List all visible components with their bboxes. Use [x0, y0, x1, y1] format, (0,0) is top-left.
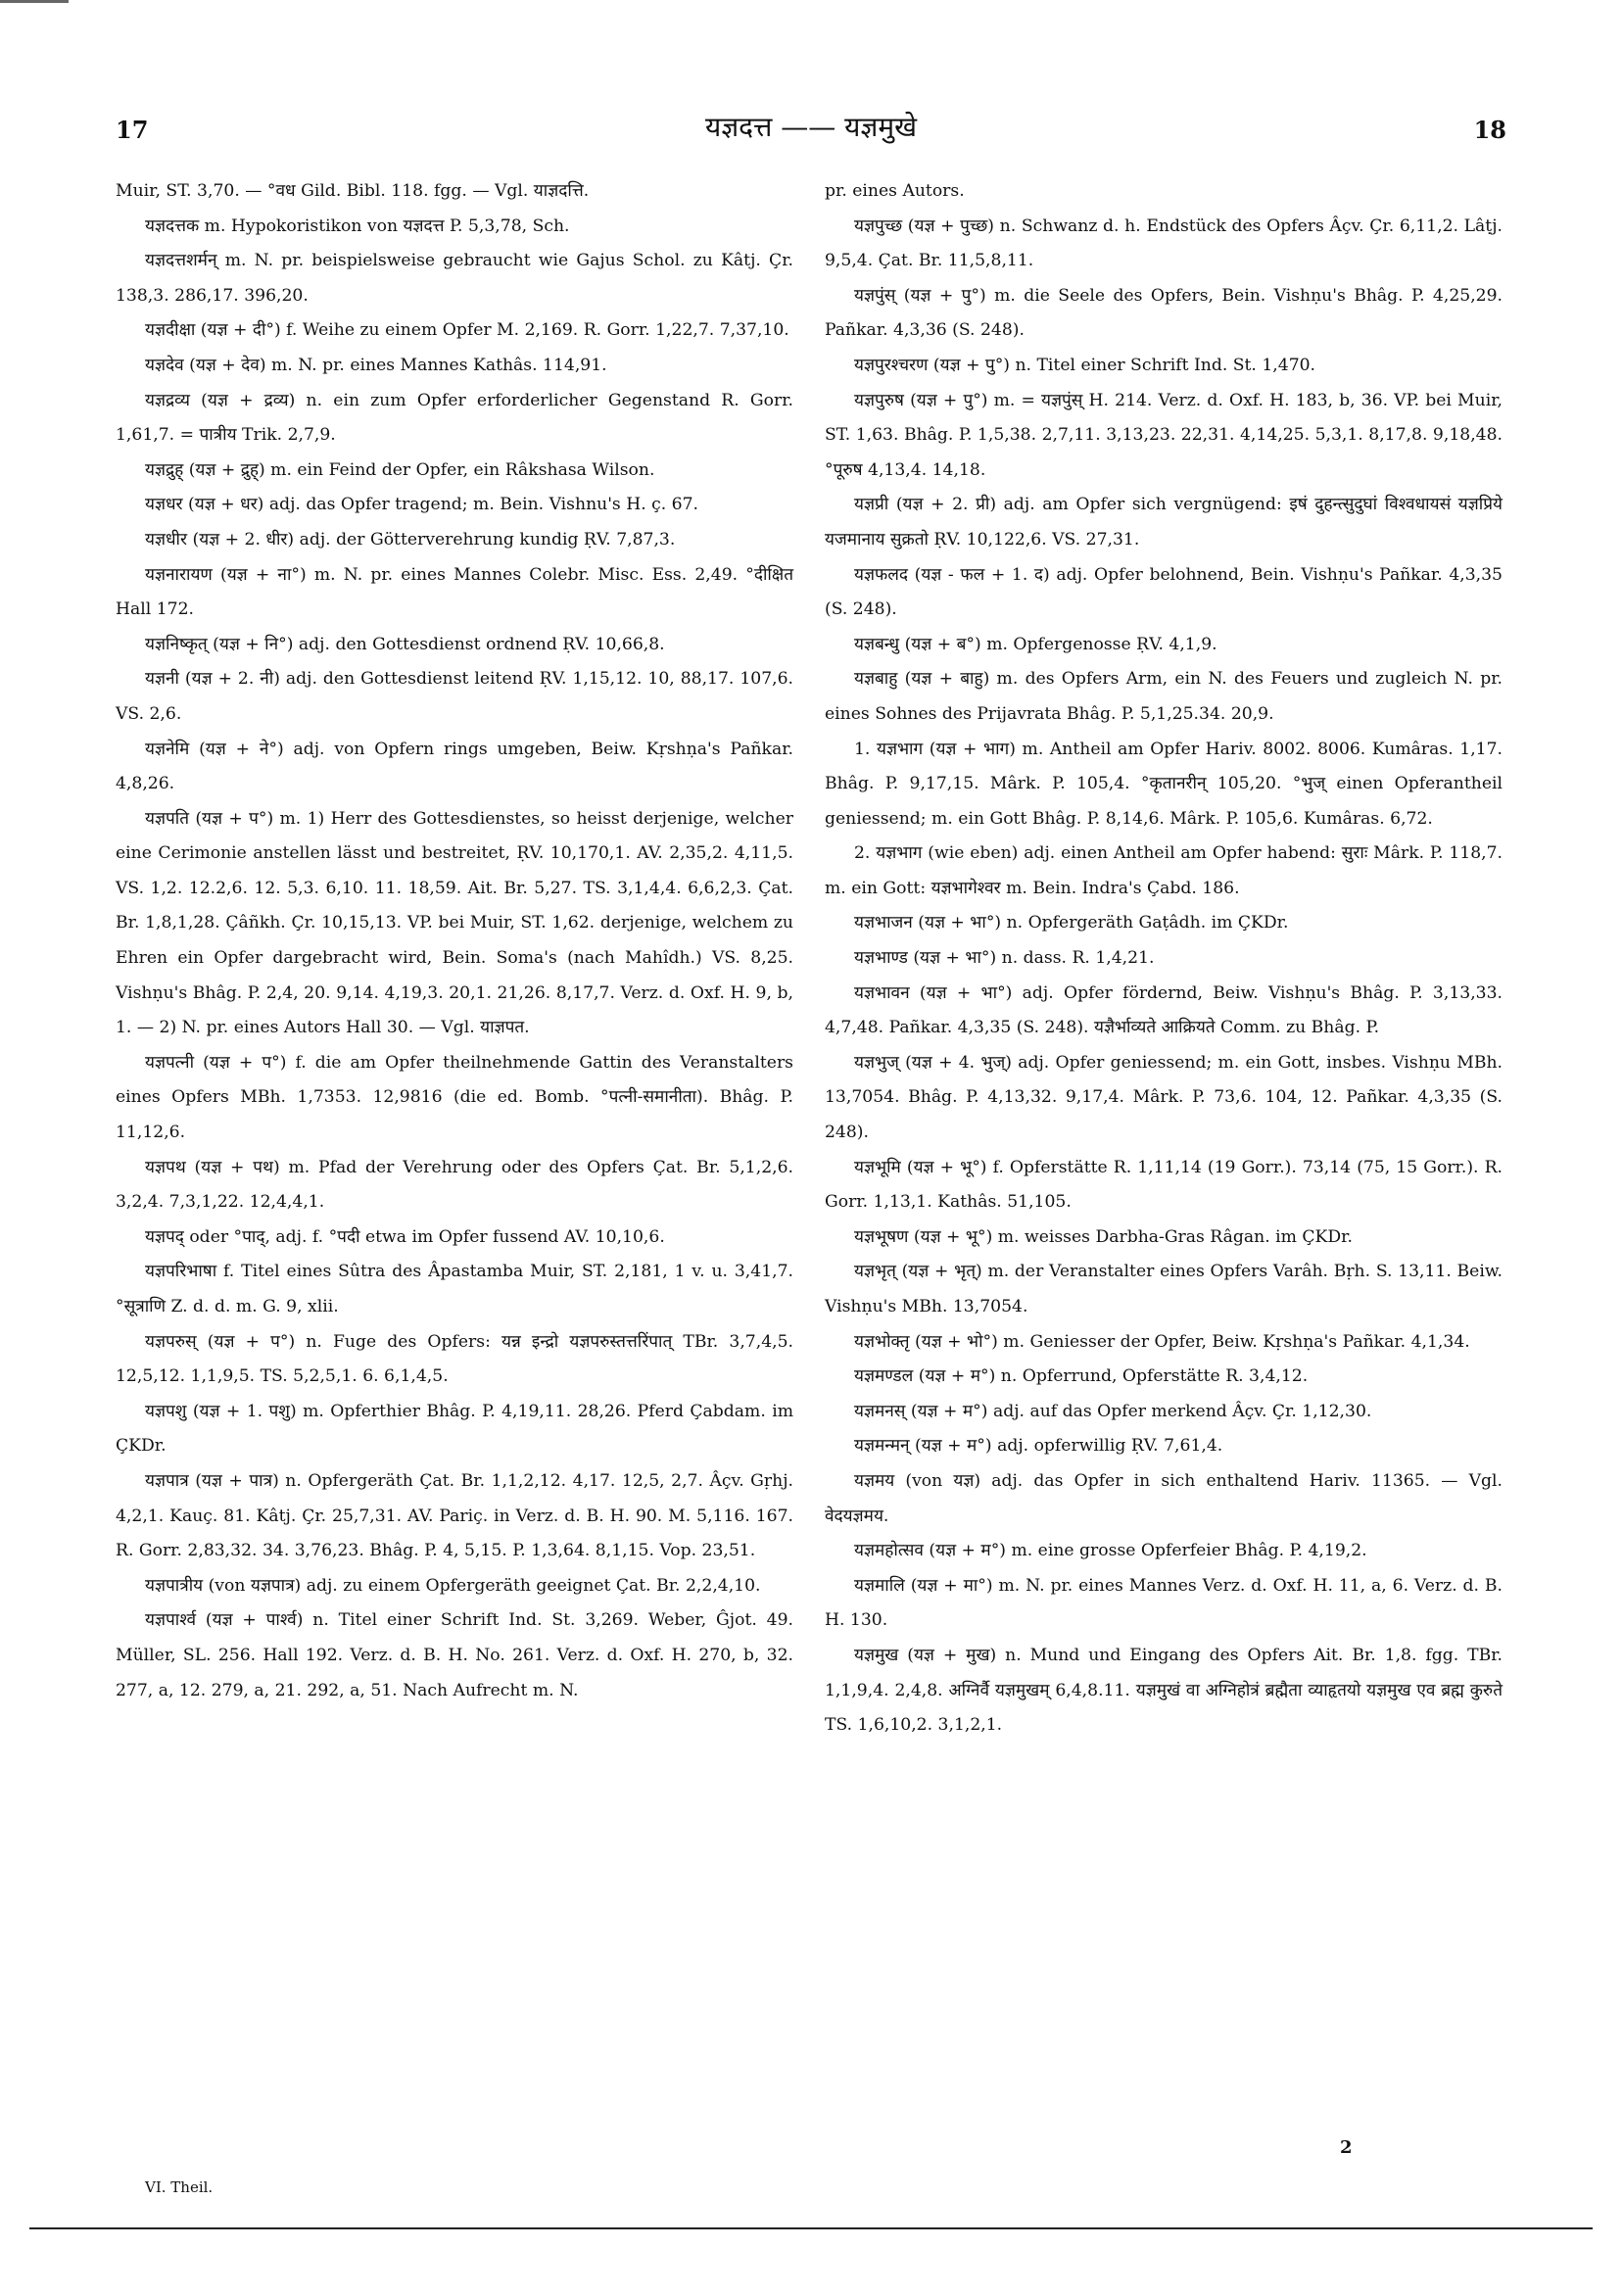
left-column — [116, 174, 793, 1708]
dictionary-entry: यज्ञपशु (यज्ञ + 1. पशु) m. Opferthier Bhâg. P. 4,19,11. 28,26. Pferd Çabdam. im ÇKDr. — [116, 1401, 793, 1457]
dictionary-entry: यज्ञमालि (यज्ञ + मा°) m. N. pr. eines Mannes Verz. d. Oxf. H. 11, a, 6. Verz. d. B. H. 130. — [825, 1575, 1503, 1631]
dictionary-entry: यज्ञपरुस् (यज्ञ + प°) n. Fuge des Opfers: यन्न इन्द्रो यज्ञपरुस्तत्तरिंपात् TBr. 3,7,4,5. 12,5,12. 1,1,9,5. TS. 5,2,5,1. 6. 6,1,4,5. — [116, 1331, 793, 1387]
dictionary-entry: यज्ञपात्र (यज्ञ + पात्र) n. Opfergeräth Çat. Br. 1,1,2,12. 4,17. 12,5, 2,7. Âçv. Gṛhj. 4,2,1. Kauç. 81. Kâtj. Çr. 25,7,31. AV. Pariç. in Verz. d. B. H. 90. M. 5,116. 167. R. Gorr. 2,83,32. 34. 3,76,23. Bhâg. P. 4, 5,15. P. 1,3,64. 8,1,15. Vop. 23,51. — [116, 1470, 793, 1561]
dictionary-entry: यज्ञपुच्छ (यज्ञ + पुच्छ) n. Schwanz d. h. Endstück des Opfers Âçv. Çr. 6,11,2. Lâṭj. 9,5,4. Çat. Br. 11,5,8,11. — [825, 215, 1503, 271]
dictionary-entry: यज्ञभोक्तृ (यज्ञ + भो°) m. Geniesser der Opfer, Beiw. Kṛshṇa's Pañkar. 4,1,34. — [854, 1331, 1470, 1352]
dictionary-entry: यज्ञपरिभाषा f. Titel eines Sûtra des Âpastamba Muir, ST. 2,181, 1 v. u. 3,41,7. °सूत्राणि Z. d. d. m. G. 9, xlii. — [116, 1262, 793, 1316]
dictionary-entry: यज्ञदत्तक m. Hypokoristikon von यज्ञदत्त P. 5,3,78, Sch. — [145, 215, 570, 236]
dictionary-entry: यज्ञद्रुह् (यज्ञ + द्रुह्) m. ein Feind der Opfer, ein Râkshasa Wilson. — [145, 459, 655, 480]
dictionary-entry: यज्ञपात्रीय (von यज्ञपात्र) adj. zu einem Opfergeräth geeignet Çat. Br. 2,2,4,10. — [145, 1575, 761, 1596]
dictionary-entry: यज्ञपार्श्व (यज्ञ + पार्श्व) n. Titel einer Schrift Ind. St. 3,269. Weber, Ĝjot. 49. Müller, SL. 256. Hall 192. Verz. d. B. H. No. 261. Verz. d. Oxf. H. 270, b, 32. 277, a, 12. 279, a, 21. 292, a, 51. Nach Aufrecht m. N. — [116, 1610, 793, 1700]
dictionary-entry: यज्ञदेव (यज्ञ + देव) m. N. pr. eines Mannes Kathâs. 114,91. — [145, 355, 607, 375]
dictionary-entry: यज्ञदत्तशर्मन् m. N. pr. beispielsweise gebraucht wie Gajus Schol. zu Kâtj. Çr. 138,3. 286,17. 396,20. — [116, 251, 793, 306]
dictionary-entry: यज्ञभृत् (यज्ञ + भृत्) m. der Veranstalter eines Opfers Varâh. Bṛh. S. 13,11. Beiw. Vishṇu's MBh. 13,7054. — [825, 1262, 1503, 1316]
signature-note: VI. Theil. — [145, 2178, 214, 2196]
dictionary-entry: यज्ञपुंस् (यज्ञ + पु°) m. die Seele des Opfers, Bein. Vishṇu's Bhâg. P. 4,25,29. Pañkar. 4,3,36 (S. 248). — [825, 285, 1503, 341]
dictionary-entry: 2. यज्ञभाग (wie eben) adj. einen Antheil am Opfer habend: सुराः Mârk. P. 118,7. m. ein Gott: यज्ञभागेश्वर m. Bein. Indra's Çabd. 186. — [825, 843, 1503, 898]
dictionary-entry: यज्ञभुज् (यज्ञ + 4. भुज्) adj. Opfer geniessend; m. ein Gott, insbes. Vishṇu MBh. 13,7054. Bhâg. P. 4,13,32. 9,17,4. Mârk. P. 73,6. 104, 12. Pañkar. 4,3,35 (S. 248). — [825, 1052, 1503, 1143]
dictionary-entry: यज्ञभावन (यज्ञ + भा°) adj. Opfer fördernd, Beiw. Vishṇu's Bhâg. P. 3,13,33. 4,7,48. Pañkar. 4,3,35 (S. 248). यज्ञैर्भाव्यते आक्रियते Comm. zu Bhâg. P. — [825, 982, 1503, 1038]
dictionary-entry: यज्ञपुरश्चरण (यज्ञ + पु°) n. Titel einer Schrift Ind. St. 1,470. — [854, 355, 1316, 375]
dictionary-entry: यज्ञपति (यज्ञ + प°) m. 1) Herr des Gottesdienstes, so heisst derjenige, welcher eine Cerimonie anstellen lässt und bestreitet, ṚV. 10,170,1. AV. 2,35,2. 4,11,5. VS. 1,2. 12.2,6. 12. 5,3. 6,10. 11. 18,59. Ait. Br. 5,27. TS. 3,1,4,4. 6,6,2,3. Çat. Br. 1,8,1,28. Çâñkh. Çr. 10,15,13. VP. bei Muir, ST. 1,62. derjenige, welchem zu Ehren ein Opfer dargebracht wird, Bein. Soma's (nach Mahîdh.) VS. 8,25. Vishṇu's Bhâg. P. 2,4, 20. 9,14. 4,19,3. 20,1. 21,26. 8,17,7. Verz. d. Oxf. H. 9, b, 1. — 2) N. pr. eines Autors Hall 30. — Vgl. याज्ञपत. — [116, 808, 793, 1038]
dictionary-entry: यज्ञमुख (यज्ञ + मुख) n. Mund und Eingang des Opfers Ait. Br. 1,8. fgg. TBr. 1,1,9,4. 2,4,8. अग्निर्वै यज्ञमुखम् 6,4,8.11. यज्ञमुखं वा अग्निहोत्रं ब्रह्मैता व्याहृतयो यज्ञमुख एव ब्रह्म कुरुते TS. 1,6,10,2. 3,1,2,1. — [825, 1645, 1503, 1736]
dictionary-entry: यज्ञभूषण (यज्ञ + भू°) m. weisses Darbha-Gras Râgan. im ÇKDr. — [854, 1226, 1353, 1247]
dictionary-entry: यज्ञमय (von यज्ञ) adj. das Opfer in sich enthaltend Hariv. 11365. — Vgl. वेदयज्ञमय. — [825, 1470, 1503, 1526]
dictionary-entry: यज्ञभाण्ड (यज्ञ + भा°) n. dass. R. 1,4,21. — [854, 948, 1155, 969]
dictionary-entry: यज्ञबन्धु (यज्ञ + ब°) m. Opfergenosse ṚV. 4,1,9. — [854, 634, 1217, 654]
dictionary-entry: यज्ञधर (यज्ञ + धर) adj. das Opfer tragend; m. Bein. Vishnu's H. ç. 67. — [145, 495, 699, 515]
running-title: यज्ञदत्त —— यज्ञमुखे — [704, 111, 918, 143]
dictionary-entry: यज्ञनेमि (यज्ञ + ने°) adj. von Opfern rings umgeben, Beiw. Kṛshṇa's Pañkar. 4,8,26. — [116, 739, 793, 794]
dictionary-entry: यज्ञबाहु (यज्ञ + बाहु) m. des Opfers Arm, ein N. des Feuers und zugleich N. pr. eines Sohnes des Prijavrata Bhâg. P. 5,1,25.34. 20,9. — [825, 669, 1503, 724]
dictionary-entry: यज्ञमण्डल (यज्ञ + म°) n. Opferrund, Opferstätte R. 3,4,12. — [854, 1366, 1309, 1387]
dictionary-entry: यज्ञपद् oder °पाद्, adj. f. °पदी etwa im Opfer fussend AV. 10,10,6. — [145, 1226, 665, 1247]
page-number-left: 17 — [116, 116, 149, 144]
dictionary-entry: 1. यज्ञभाग (यज्ञ + भाग) m. Antheil am Opfer Hariv. 8002. 8006. Kumâras. 1,17. Bhâg. P. 9,17,15. Mârk. P. 105,4. °कृतानरीन् 105,20. °भुज् einen Opferantheil geniessend; m. ein Gott Bhâg. P. 8,14,6. Mârk. P. 105,6. Kumâras. 6,72. — [825, 739, 1503, 829]
right-column — [825, 174, 1503, 1744]
dictionary-entry: Muir, ST. 3,70. — °वध Gild. Bibl. 118. fgg. — Vgl. याज्ञदत्ति. — [116, 181, 590, 201]
dictionary-entry: यज्ञनारायण (यज्ञ + ना°) m. N. pr. eines Mannes Colebr. Misc. Ess. 2,49. °दीक्षित Hall 172. — [116, 564, 793, 620]
dictionary-entry: यज्ञफलद (यज्ञ - फल + 1. द) adj. Opfer belohnend, Bein. Vishṇu's Pañkar. 4,3,35 (S. 248). — [825, 564, 1503, 620]
scan-edge-mark — [0, 0, 69, 3]
dictionary-entry: यज्ञद्रव्य (यज्ञ + द्रव्य) n. ein zum Opfer erforderlicher Gegenstand R. Gorr. 1,61,7. = पात्रीय Trik. 2,7,9. — [116, 390, 793, 446]
dictionary-entry: यज्ञपथ (यज्ञ + पथ) m. Pfad der Verehrung oder des Opfers Çat. Br. 5,1,2,6. 3,2,4. 7,3,1,22. 12,4,4,1. — [116, 1157, 793, 1213]
dictionary-entry: यज्ञमनस् (यज्ञ + म°) adj. auf das Opfer merkend Âçv. Çr. 1,12,30. — [854, 1401, 1372, 1421]
dictionary-entry: यज्ञधीर (यज्ञ + 2. धीर) adj. der Götterverehrung kundig ṚV. 7,87,3. — [145, 529, 676, 550]
dictionary-entry: यज्ञप्री (यज्ञ + 2. प्री) adj. am Opfer sich vergnügend: इषं दुहन्त्सुदुघां विश्वधायसं यज्ञप्रिये यजमानाय सुक्रतो ṚV. 10,122,6. VS. 27,31. — [825, 495, 1503, 550]
dictionary-entry: यज्ञनी (यज्ञ + 2. नी) adj. den Gottesdienst leitend ṚV. 1,15,12. 10, 88,17. 107,6. VS. 2,6. — [116, 669, 793, 724]
dictionary-entry: यज्ञभाजन (यज्ञ + भा°) n. Opfergeräth Gaṭâdh. im ÇKDr. — [854, 913, 1289, 933]
page-header — [116, 106, 1506, 155]
dictionary-entry: यज्ञभूमि (यज्ञ + भू°) f. Opferstätte R. 1,11,14 (19 Gorr.). 73,14 (75, 15 Gorr.). R. Gorr. 1,13,1. Kathâs. 51,105. — [825, 1157, 1503, 1213]
dictionary-entry: यज्ञपत्नी (यज्ञ + प°) f. die am Opfer theilnehmende Gattin des Veranstalters eines Opfers MBh. 1,7353. 12,9816 (die ed. Bomb. °पत्नी-समानीता). Bhâg. P. 11,12,6. — [116, 1052, 793, 1143]
dictionary-entry: यज्ञमहोत्सव (यज्ञ + म°) m. eine grosse Opferfeier Bhâg. P. 4,19,2. — [854, 1541, 1367, 1561]
dictionary-entry: यज्ञनिष्कृत् (यज्ञ + नि°) adj. den Gottesdienst ordnend ṚV. 10,66,8. — [145, 634, 665, 654]
page-number-right: 18 — [1473, 116, 1506, 144]
dictionary-entry: यज्ञदीक्षा (यज्ञ + दी°) f. Weihe zu einem Opfer M. 2,169. R. Gorr. 1,22,7. 7,37,10. — [145, 320, 789, 341]
dictionary-entry: pr. eines Autors. — [825, 181, 965, 201]
sheet-number: 2 — [1340, 2137, 1353, 2158]
bottom-rule — [29, 2227, 1593, 2229]
dictionary-entry: यज्ञपुरुष (यज्ञ + पु°) m. = यज्ञपुंस् H. 214. Verz. d. Oxf. H. 183, b, 36. VP. bei Muir, ST. 1,63. Bhâg. P. 1,5,38. 2,7,11. 3,13,23. 22,31. 4,14,25. 5,3,1. 8,17,8. 9,18,48. °पूरुष 4,13,4. 14,18. — [825, 390, 1503, 480]
dictionary-entry: यज्ञमन्मन् (यज्ञ + म°) adj. opferwillig ṚV. 7,61,4. — [854, 1436, 1223, 1457]
